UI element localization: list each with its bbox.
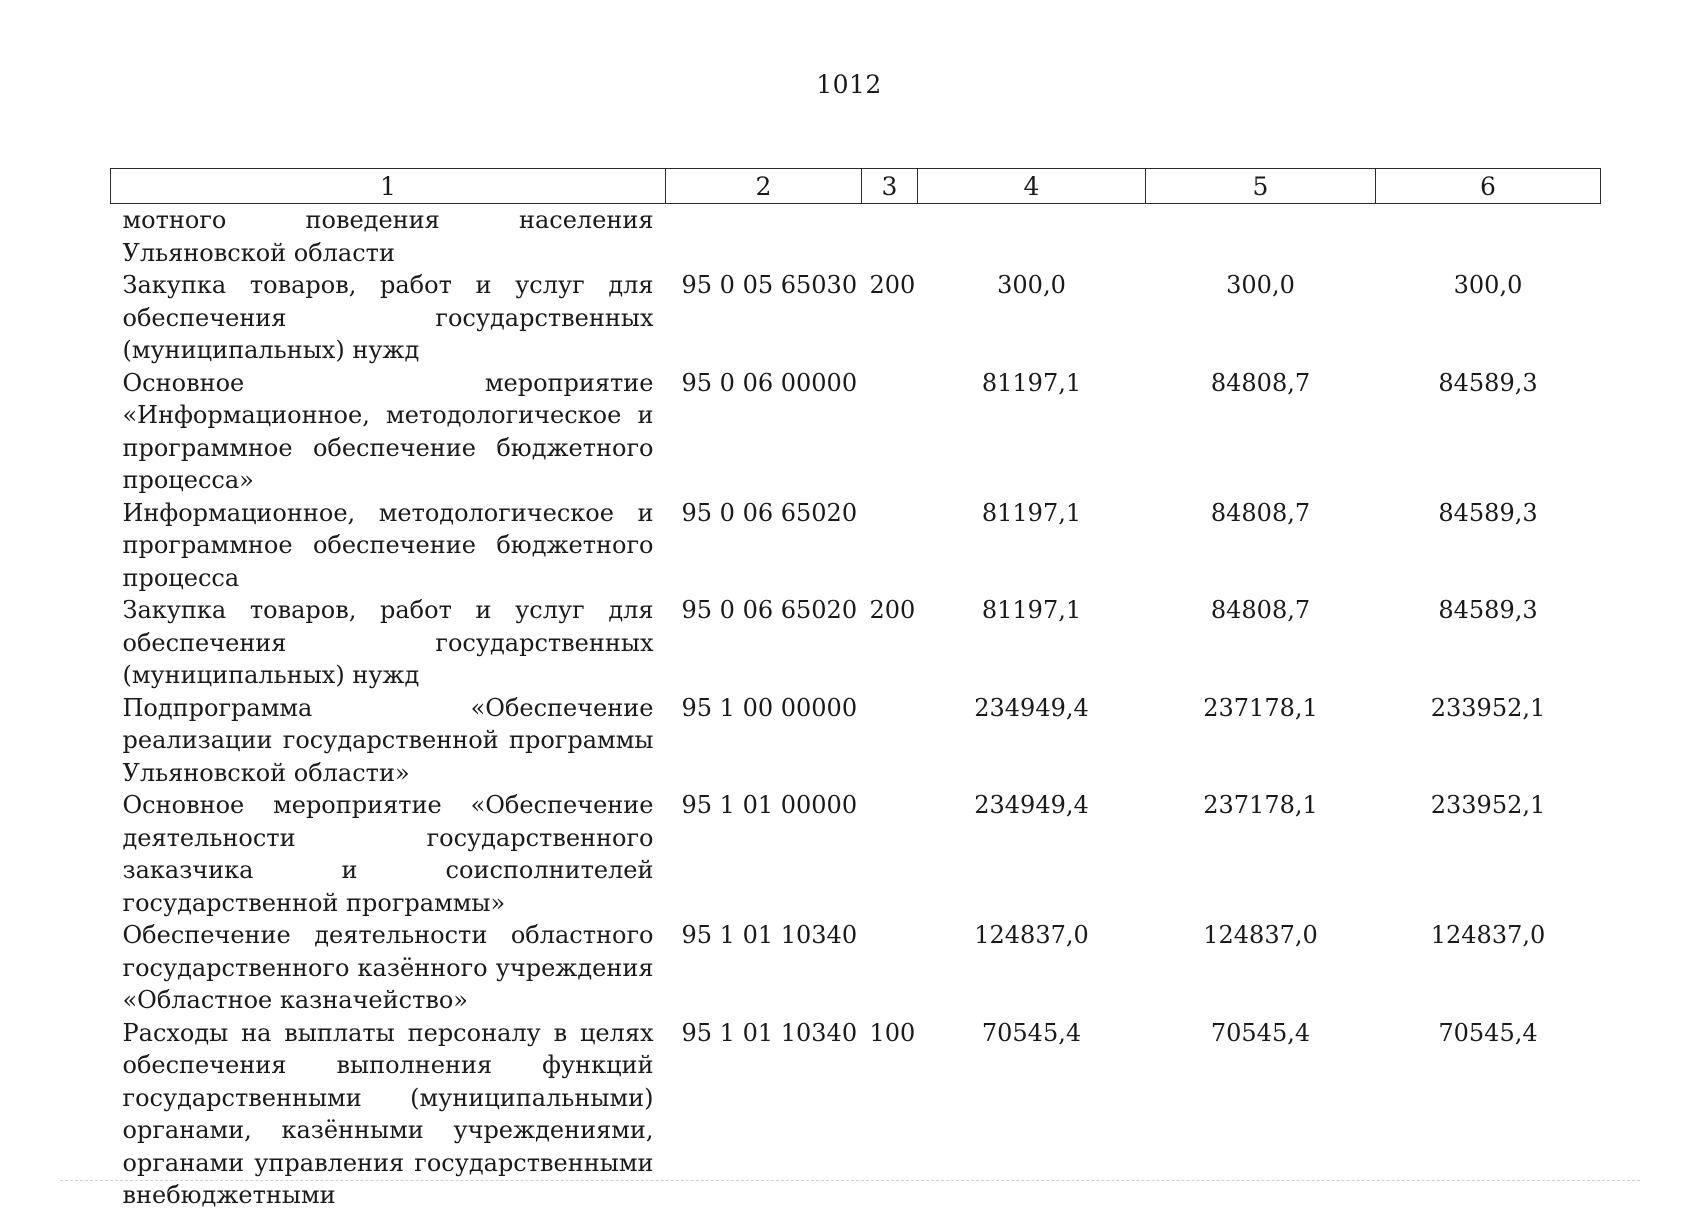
row-expense-kind: 100 [869, 1018, 916, 1047]
row-value-6: 124837,0 [1430, 921, 1546, 949]
row-name: мотного поведения населения Ульяновской области [122, 206, 654, 267]
row-value-5: 237178,1 [1203, 693, 1318, 722]
row-value-5: 84808,7 [1210, 596, 1311, 624]
row-name: Закупка товаров, работ и услуг для обеспечения государственных (муниципальных) нужд [122, 596, 654, 689]
row-value-6 [1376, 204, 1601, 270]
budget-table [110, 168, 1601, 1212]
table-row [111, 692, 1601, 790]
row-name: Закупка товаров, работ и услуг для обеспечения государственных (муниципальных) нужд [122, 271, 654, 364]
column-header-3: 3 [862, 169, 918, 204]
row-expense-kind [862, 497, 918, 595]
row-value-6: 84589,3 [1438, 596, 1538, 624]
table-row [111, 789, 1601, 919]
table-row [111, 1017, 1601, 1212]
header-row [111, 169, 1601, 204]
row-value-6: 233952,1 [1430, 791, 1546, 819]
row-value-4: 70545,4 [981, 1018, 1082, 1047]
row-code: 95 0 05 65030 [681, 271, 858, 299]
row-value-4: 81197,1 [981, 368, 1082, 397]
table-body [111, 204, 1601, 1212]
table-row [111, 594, 1601, 692]
row-name: Расходы на выплаты персоналу в целях обеспечения выполнения функций государственными (муниципальными) органами, казёнными учреждениями, органами управления государственными внебюджетными [122, 1018, 654, 1209]
column-header-1: 1 [111, 169, 666, 204]
row-value-5: 70545,4 [1210, 1018, 1311, 1047]
column-header-5: 5 [1146, 169, 1376, 204]
row-name: Информационное, методологическое и программное обеспечение бюджетного процесса [122, 498, 654, 592]
row-expense-kind [862, 789, 918, 919]
row-value-6: 70545,4 [1438, 1018, 1538, 1047]
row-code: 95 0 06 00000 [681, 368, 858, 397]
row-code: 95 1 00 00000 [681, 693, 858, 722]
column-header-4: 4 [918, 169, 1146, 204]
table-row [111, 367, 1601, 497]
row-value-4: 234949,4 [974, 791, 1089, 819]
scan-artifact-line [60, 1180, 1640, 1181]
row-value-5: 237178,1 [1203, 791, 1318, 819]
table-header [111, 169, 1601, 204]
row-value-4 [918, 204, 1146, 270]
table-row [111, 269, 1601, 367]
row-name: Основное мероприятие «Информационное, методологическое и программное обеспечение бюджетного процесса» [122, 368, 654, 494]
page-number: 1012 [816, 70, 882, 99]
row-expense-kind: 200 [869, 596, 916, 624]
row-value-4: 300,0 [997, 271, 1066, 299]
row-value-4: 81197,1 [981, 498, 1082, 527]
row-expense-kind [862, 919, 918, 1017]
row-code: 95 0 06 65020 [681, 498, 858, 527]
row-value-4: 81197,1 [981, 596, 1082, 624]
row-value-5 [1146, 204, 1376, 270]
column-header-2: 2 [666, 169, 862, 204]
row-value-6: 84589,3 [1438, 498, 1538, 527]
row-name: Обеспечение деятельности областного государственного казённого учреждения «Областное казначейство» [122, 921, 654, 1014]
row-code: 95 1 01 00000 [681, 791, 858, 819]
row-value-6: 300,0 [1453, 271, 1523, 299]
row-value-5: 84808,7 [1210, 498, 1311, 527]
row-value-6: 233952,1 [1430, 693, 1546, 722]
row-value-4: 234949,4 [974, 693, 1089, 722]
row-name: Подпрограмма «Обеспечение реализации государственной программы Ульяновской области» [122, 693, 654, 787]
row-expense-kind [862, 692, 918, 790]
table-row [111, 497, 1601, 595]
row-value-5: 124837,0 [1203, 921, 1318, 949]
row-value-5: 84808,7 [1210, 368, 1311, 397]
row-expense-kind [862, 204, 918, 270]
row-value-5: 300,0 [1226, 271, 1295, 299]
row-value-4: 124837,0 [974, 921, 1089, 949]
row-code [666, 204, 862, 270]
row-code: 95 1 01 10340 [681, 1018, 858, 1047]
table-row [111, 919, 1601, 1017]
row-expense-kind: 200 [869, 271, 916, 299]
row-code: 95 0 06 65020 [681, 596, 858, 624]
row-expense-kind [862, 367, 918, 497]
column-header-6: 6 [1376, 169, 1601, 204]
table-row [111, 204, 1601, 270]
row-value-6: 84589,3 [1438, 368, 1538, 397]
row-name: Основное мероприятие «Обеспечение деятельности государственного заказчика и соисполнителей государственной программы» [122, 791, 654, 917]
row-code: 95 1 01 10340 [681, 921, 858, 949]
